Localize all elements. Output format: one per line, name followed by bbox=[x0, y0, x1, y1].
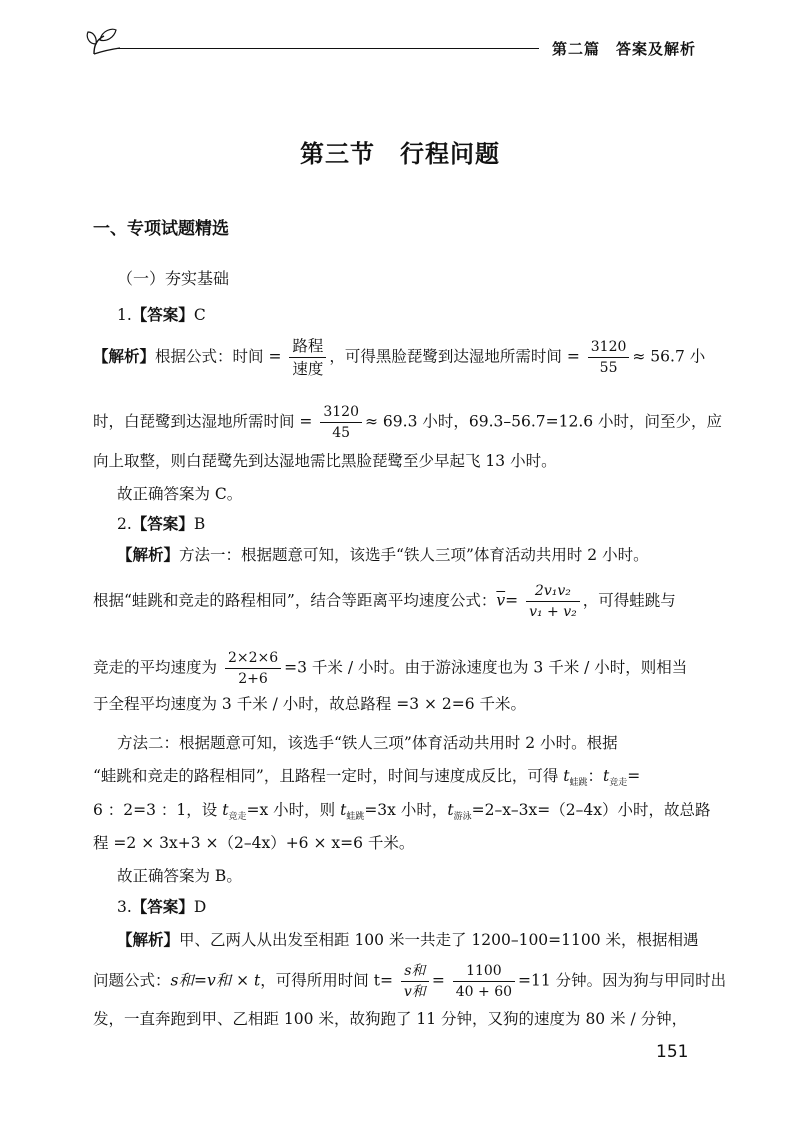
q1-analysis-line3: 向上取整，则白琵鹭先到达湿地需比黑脸琵鹭至少早起飞 13 小时。 bbox=[93, 452, 557, 470]
fraction-3120-45: $\frac{3120}{45}$ bbox=[320, 404, 362, 441]
q1-answer-line: 1.【答案】C bbox=[117, 306, 206, 324]
q1-analysis-line2: 时，白琵鹭到达湿地所需时间 = $\frac{3120}{45}$ ≈ 69.3 小时，69.3–56.7=12.6 小时，问至少，应 bbox=[93, 404, 723, 441]
q2-method1-line1: 【解析】方法一：根据题意可知，该选手“铁人三项”体育活动共用时 2 小时。 bbox=[117, 546, 649, 564]
fraction-s-over-v: $\frac{\text{s和}}{\text{v和}}$ bbox=[401, 963, 429, 1000]
page-number: 151 bbox=[656, 1042, 689, 1062]
q2-method2-line1: 方法二：根据题意可知，该选手“铁人三项”体育活动共用时 2 小时。根据 bbox=[117, 734, 618, 752]
heading-level1: 一、专项试题精选 bbox=[93, 219, 229, 239]
fraction-distance-speed: $\frac{\text{路程}}{\text{速度}}$ bbox=[289, 337, 326, 378]
header-section-label: 第二篇 答案及解析 bbox=[552, 40, 697, 58]
q1-conclusion: 故正确答案为 C。 bbox=[117, 485, 243, 503]
q1-analysis-line1: 【解析】根据公式：时间 = $\frac{\text{路程}}{\text{速度}}$ ，可得黑脸琵鹭到达湿地所需时间 = $\frac{3120}{55}$ ≈ 56.7 小 bbox=[93, 337, 706, 378]
q3-analysis-line3: 发，一直奔跑到甲、乙相距 100 米，故狗跑了 11 分钟，又狗的速度为 80 米 / 分钟， bbox=[93, 1010, 688, 1028]
q2-method1-line4: 于全程平均速度为 3 千米 / 小时，故总路程 =3 × 2=6 千米。 bbox=[93, 695, 527, 713]
q2-conclusion: 故正确答案为 B。 bbox=[117, 867, 242, 885]
q2-answer-line: 2.【答案】B bbox=[117, 515, 206, 533]
q2-method1-line3: 竞走的平均速度为 $\frac{2\times 2\times 6}{2+6}$ =3 千米 / 小时。由于游泳速度也为 3 千米 / 小时，则相当 bbox=[93, 650, 688, 687]
fraction-1100-100: $\frac{1100}{40 + 60}$ bbox=[453, 963, 515, 1000]
q3-analysis-line1: 【解析】甲、乙两人从出发至相距 100 米一共走了 1200–100=1100 米，根据相遇 bbox=[117, 931, 699, 949]
q3-analysis-line2: 问题公式：s和=v和 × t，可得所用时间 t= $\frac{\text{s和}}{\text{v和}}$ = $\frac{1100}{40 + 60}$ =11 分钟。因为狗与甲同时出 bbox=[93, 963, 727, 1000]
page-title: 第三节 行程问题 bbox=[300, 140, 500, 168]
fraction-avg-speed-value: $\frac{2\times 2\times 6}{2+6}$ bbox=[225, 650, 281, 687]
heading-level2: （一）夯实基础 bbox=[117, 269, 230, 288]
sprout-icon bbox=[84, 26, 124, 56]
q3-answer-line: 3.【答案】D bbox=[117, 898, 207, 916]
q2-method2-line3: 6 ：2=3 ：1，设 $t_{竞走}=x$ 小时，则 $t_{蛙跳}=3x$ 小时，$t_{游泳}=2-x-3x=(2-4x)$小时，故总路 bbox=[93, 801, 711, 823]
fraction-avg-speed-formula: $\frac{\text{2v₁v₂}}{\text{v₁ + v₂}}$ bbox=[526, 583, 580, 620]
fraction-3120-55: $\frac{3120}{55}$ bbox=[588, 339, 630, 376]
q2-method2-line2: “蛙跳和竞走的路程相同”，且路程一定时，时间与速度成反比，可得 $t_{蛙跳}$：$t_{竞走}=$ bbox=[93, 767, 641, 789]
q2-method2-line4: 程 =2 × 3x+3 ×（2–4x）+6 × x=6 千米。 bbox=[93, 834, 415, 852]
q2-method1-line2: 根据“蛙跳和竞走的路程相同”，结合等距离平均速度公式：$\overline{v}=$ $\frac{\text{2v₁v₂}}{\text{v₁ + v₂}}$ ，可得蛙跳与 bbox=[93, 583, 676, 620]
header-rule bbox=[118, 48, 539, 49]
